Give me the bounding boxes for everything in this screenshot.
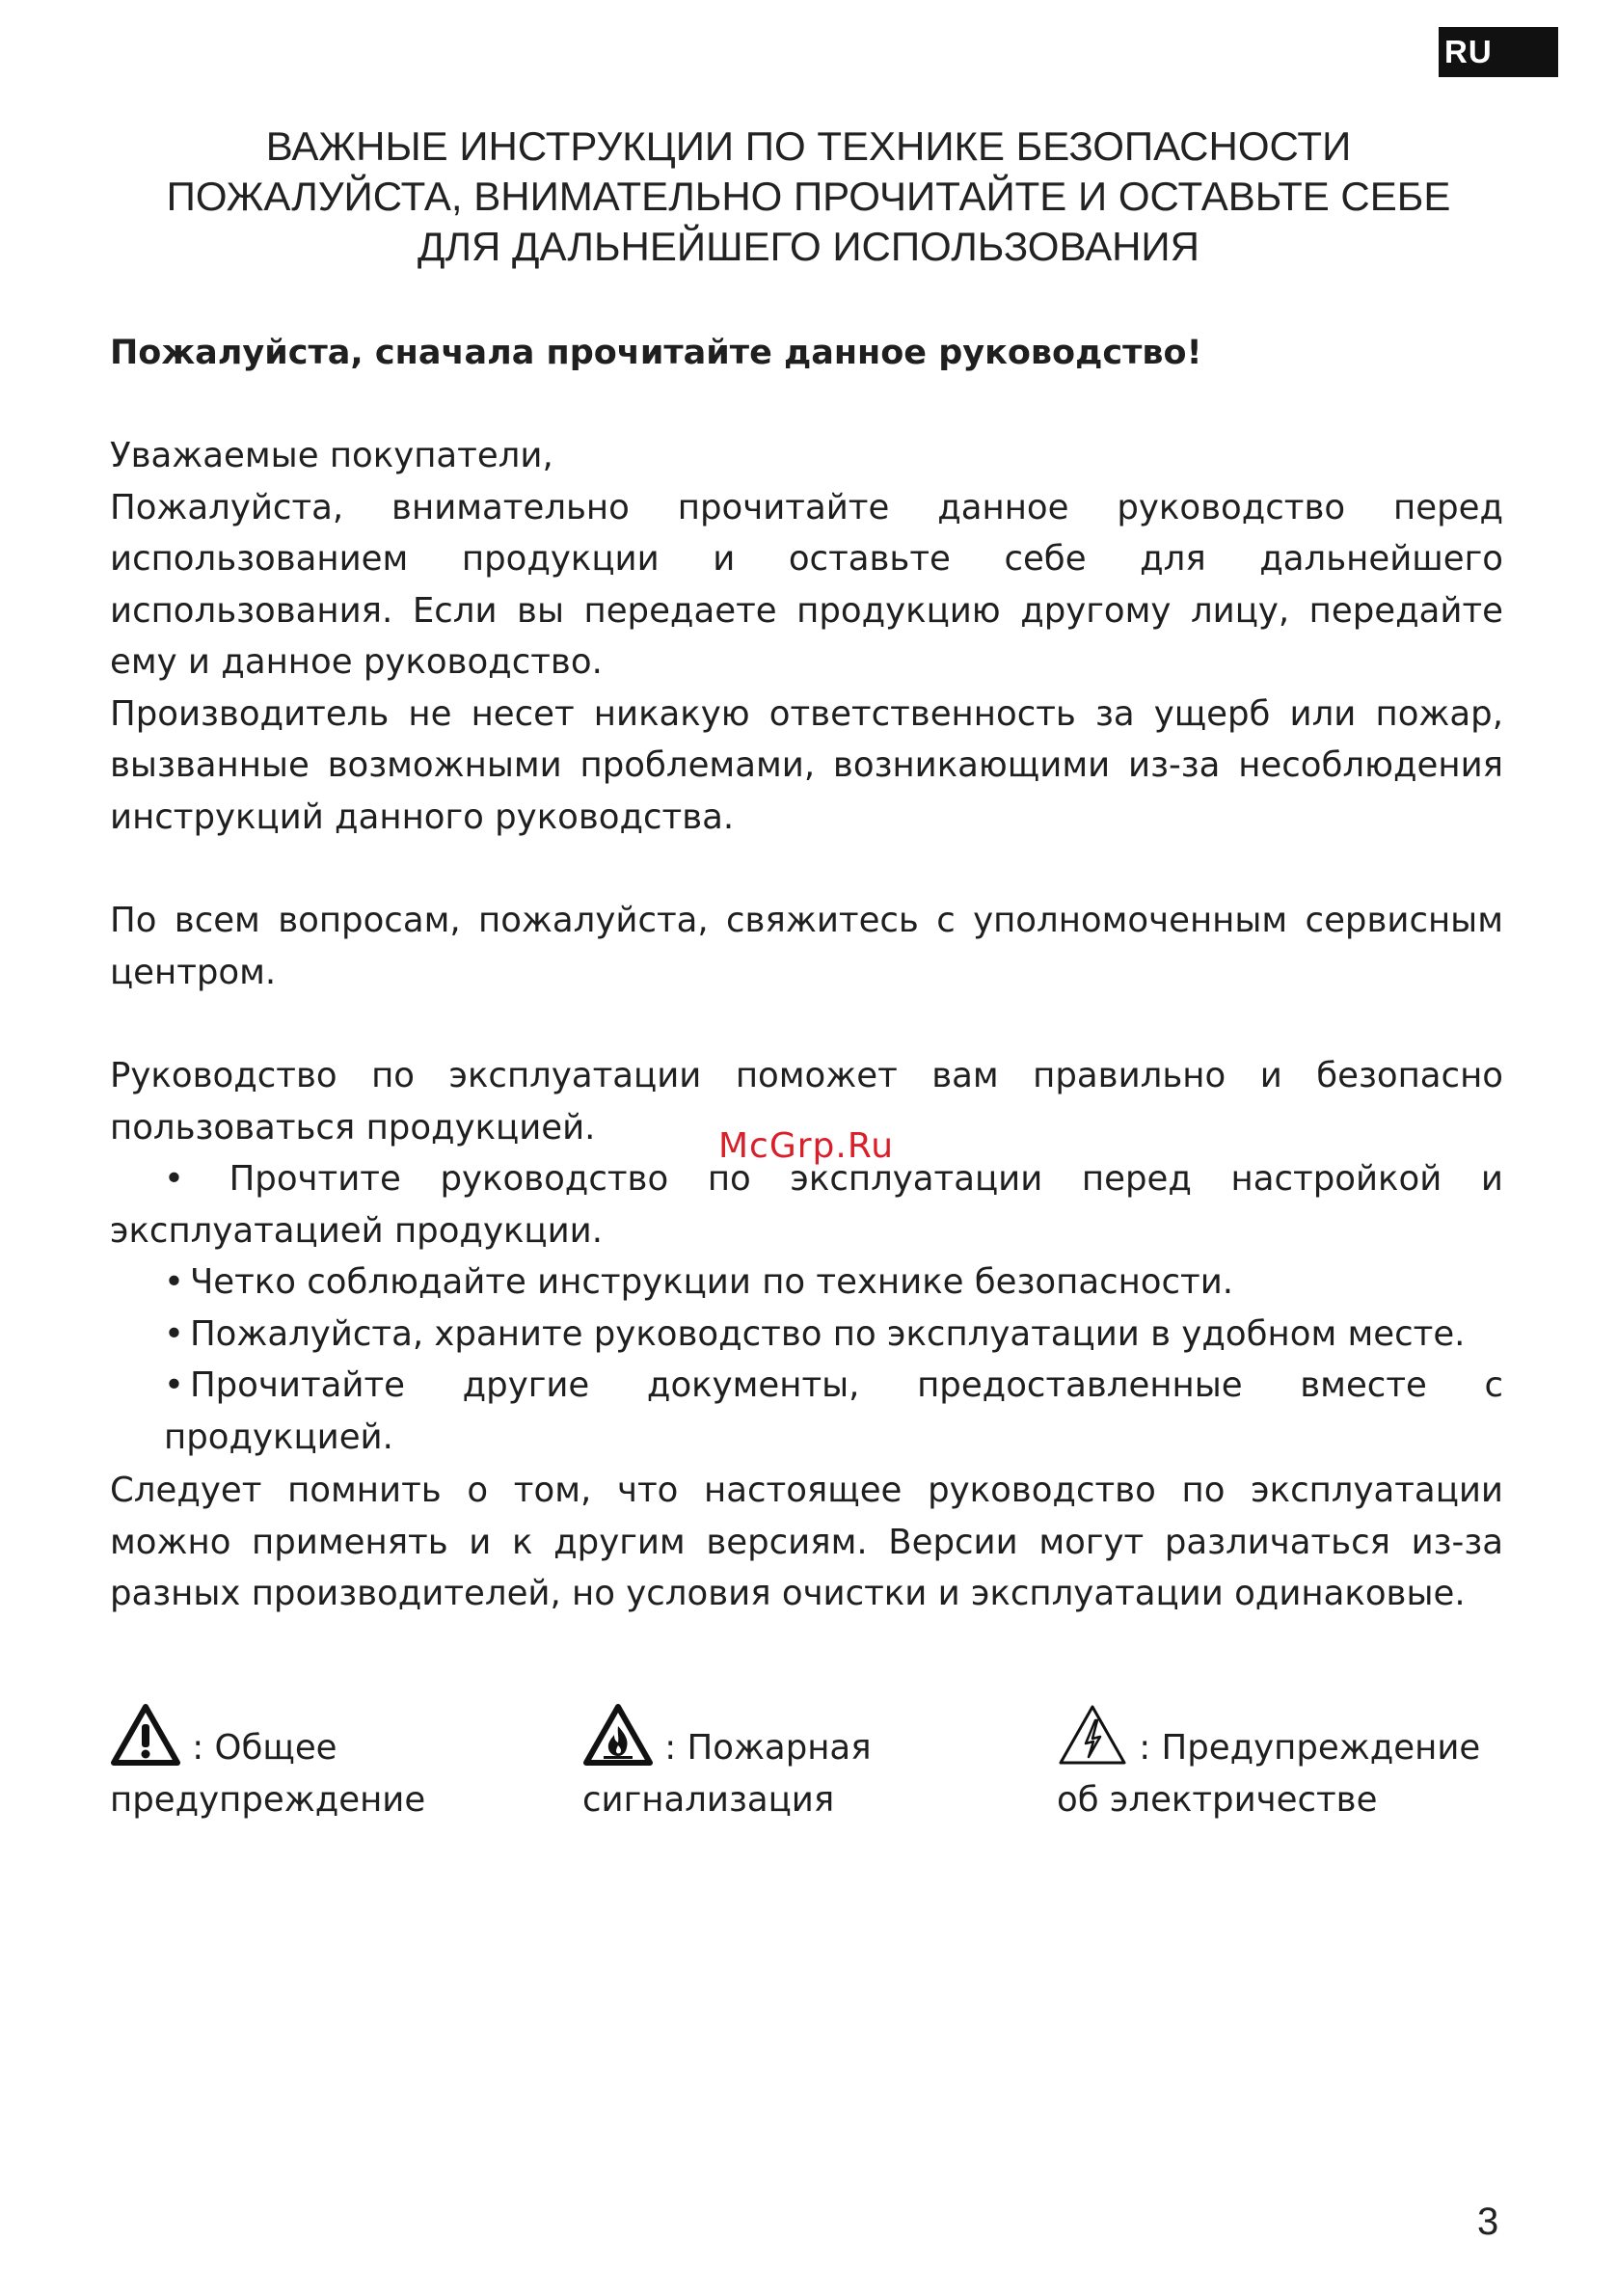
fire-warning-label-2: сигнализация [582,1779,835,1820]
title-line-1: ВАЖНЫЕ ИНСТРУКЦИИ ПО ТЕХНИКЕ БЕЗОПАСНОСТИ [265,123,1352,169]
bullet-4-text: Прочитайте другие документы, предоставленные вместе с продукцией. [164,1365,1503,1457]
fire-warning-entry [582,1703,872,1825]
bullet-1-text: Прочтите руководство по эксплуатации перед настройкой и [229,1159,1503,1199]
subheading: Пожалуйста, сначала прочитайте данное руководство! [110,334,1202,372]
fire-warning-icon [582,1728,664,1768]
greeting: Уважаемые покупатели, [110,436,553,475]
bullet-item-1-continued: эксплуатацией продукции. [110,1210,604,1251]
fire-warning-label-1: : Пожарная [664,1728,872,1768]
electric-warning-entry [1057,1703,1480,1825]
title-line-3: ДЛЯ ДАЛЬНЕЙШЕГО ИСПОЛЬЗОВАНИЯ [418,224,1199,269]
bullet-3-text: Пожалуйста, храните руководство по эксплуатации в удобном месте. [189,1313,1466,1354]
bullet-dot: • [164,1365,184,1405]
bullet-dot: • [164,1159,184,1199]
service-section [110,895,1503,998]
bullet-dot: • [164,1262,184,1302]
intro-section [110,430,1503,843]
electric-warning-label-1: : Предупреждение [1139,1728,1481,1768]
page-title [0,122,1617,272]
note-paragraph: Следует помнить о том, что настоящее руководство по эксплуатации можно применять и к другим версиям. Версии могут различаться из-за разных производителей, но условия очистки и эксплуатации одинаковые. [110,1471,1503,1613]
general-warning-label-2: предупреждение [110,1779,426,1820]
bullet-item-3 [110,1309,1503,1361]
language-badge: RU [1439,27,1558,77]
bullet-2-text: Четко соблюдайте инструкции по технике безопасности. [189,1262,1234,1302]
bullet-dot: • [164,1313,184,1354]
general-warning-label-1: : Общее [192,1728,337,1768]
warning-symbols-legend [0,1703,1617,1857]
note-section [110,1465,1503,1620]
intro-paragraph-2: Производитель не несет никакую ответственность за ущерб или пожар, вызванные возможными проблемами, возникающими из-за несоблюдения инструкций данного руководства. [110,693,1503,837]
guide-lead: Руководство по эксплуатации поможет вам правильно и безопасно пользоваться продукцией. [110,1056,1503,1148]
watermark: McGrp.Ru [718,1126,895,1166]
page-number: 3 [1477,2201,1499,2243]
intro-paragraph-1: Пожалуйста, внимательно прочитайте данное руководство перед использованием продукции и оставьте себе для дальнейшего использования. Если вы передаете продукцию другому лицу, передайте ему и данное руководство. [110,487,1503,682]
service-paragraph: По всем вопросам, пожалуйста, свяжитесь с уполномоченным сервисным центром. [110,901,1503,992]
guide-bullet-list [110,1153,1503,1463]
bullet-item-2 [110,1256,1503,1309]
guide-section [110,1050,1503,1463]
general-warning-entry [110,1703,425,1825]
title-line-2: ПОЖАЛУЙСТА, ВНИМАТЕЛЬНО ПРОЧИТАЙТЕ И ОСТАВЬТЕ СЕБЕ [166,174,1451,219]
bullet-item-4 [110,1360,1503,1463]
electric-warning-label-2: об электричестве [1057,1779,1378,1820]
general-warning-icon [110,1728,192,1768]
electric-warning-icon [1057,1728,1139,1768]
